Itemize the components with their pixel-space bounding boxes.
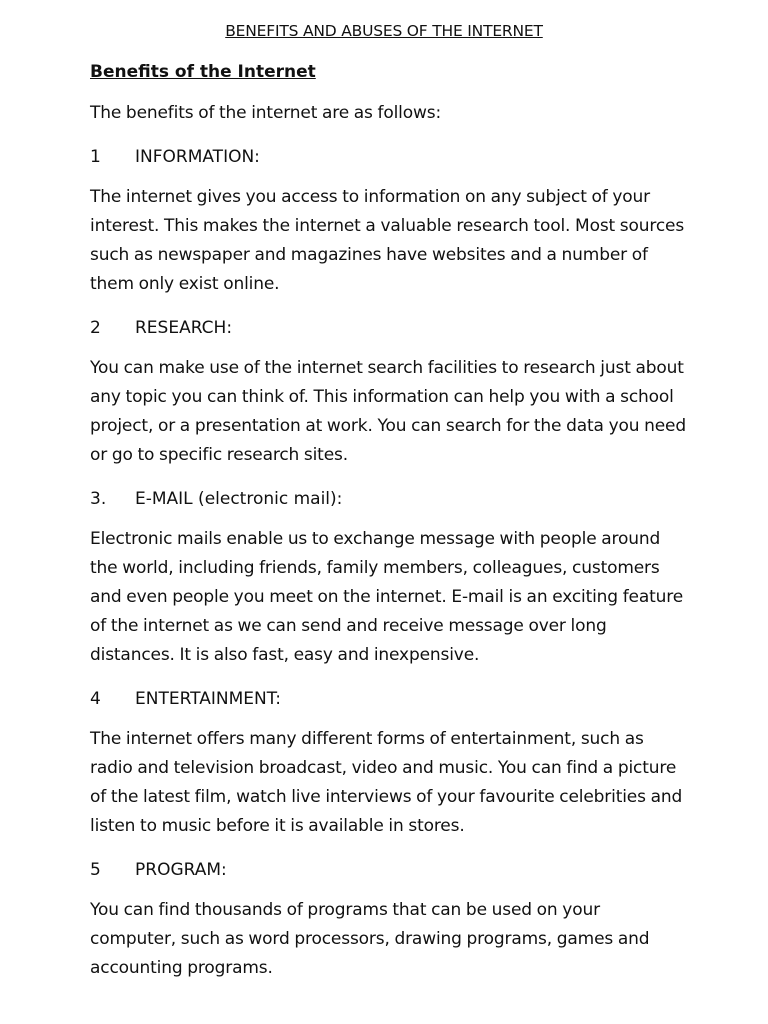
list-item-label: INFORMATION: bbox=[135, 147, 260, 167]
section-subheading: Benefits of the Internet bbox=[90, 62, 316, 82]
list-item-label: E-MAIL (electronic mail): bbox=[135, 489, 343, 509]
list-item-number: 3. bbox=[90, 489, 107, 509]
list-item-body: Electronic mails enable us to exchange message with people around the world, including friends, family members, colleagues, customers and even people you meet on the internet. E-mail is an exciting feature of the internet as we can send and receive message over long distances. It is also fast, easy and inexpensive. bbox=[90, 529, 684, 665]
list-item-heading bbox=[90, 688, 281, 710]
list-item-body: The internet offers many different forms of entertainment, such as radio and television broadcast, video and music. You can find a picture of the latest film, watch live interviews of your favourite celebrities and listen to music before it is available in stores. bbox=[90, 729, 683, 836]
list-item-label: RESEARCH: bbox=[135, 318, 233, 338]
list-item-body: The internet gives you access to information on any subject of your interest. This makes the internet a valuable research tool. Most sources such as newspaper and magazines have websites and a number of them only exist online. bbox=[90, 187, 685, 294]
list-item-body: You can make use of the internet search facilities to research just about any topic you can think of. This information can help you with a school project, or a presentation at work. You can search for the data you need or go to specific research sites. bbox=[90, 358, 686, 465]
list-item-number: 2 bbox=[90, 318, 101, 338]
list-item-body: You can find thousands of programs that can be used on your computer, such as word processors, drawing programs, games and accounting programs. bbox=[90, 900, 650, 978]
list-item-number: 1 bbox=[90, 147, 101, 167]
list-item-heading bbox=[90, 317, 232, 339]
intro-paragraph: The benefits of the internet are as follows: bbox=[90, 103, 442, 123]
list-item-heading bbox=[90, 146, 260, 168]
list-item-label: PROGRAM: bbox=[135, 860, 227, 880]
list-item-label: ENTERTAINMENT: bbox=[135, 689, 281, 709]
document-title: BENEFITS AND ABUSES OF THE INTERNET bbox=[225, 22, 543, 40]
list-item-heading bbox=[90, 859, 227, 881]
list-item-heading bbox=[90, 488, 342, 510]
list-item-number: 4 bbox=[90, 689, 101, 709]
list-item-number: 5 bbox=[90, 860, 101, 880]
